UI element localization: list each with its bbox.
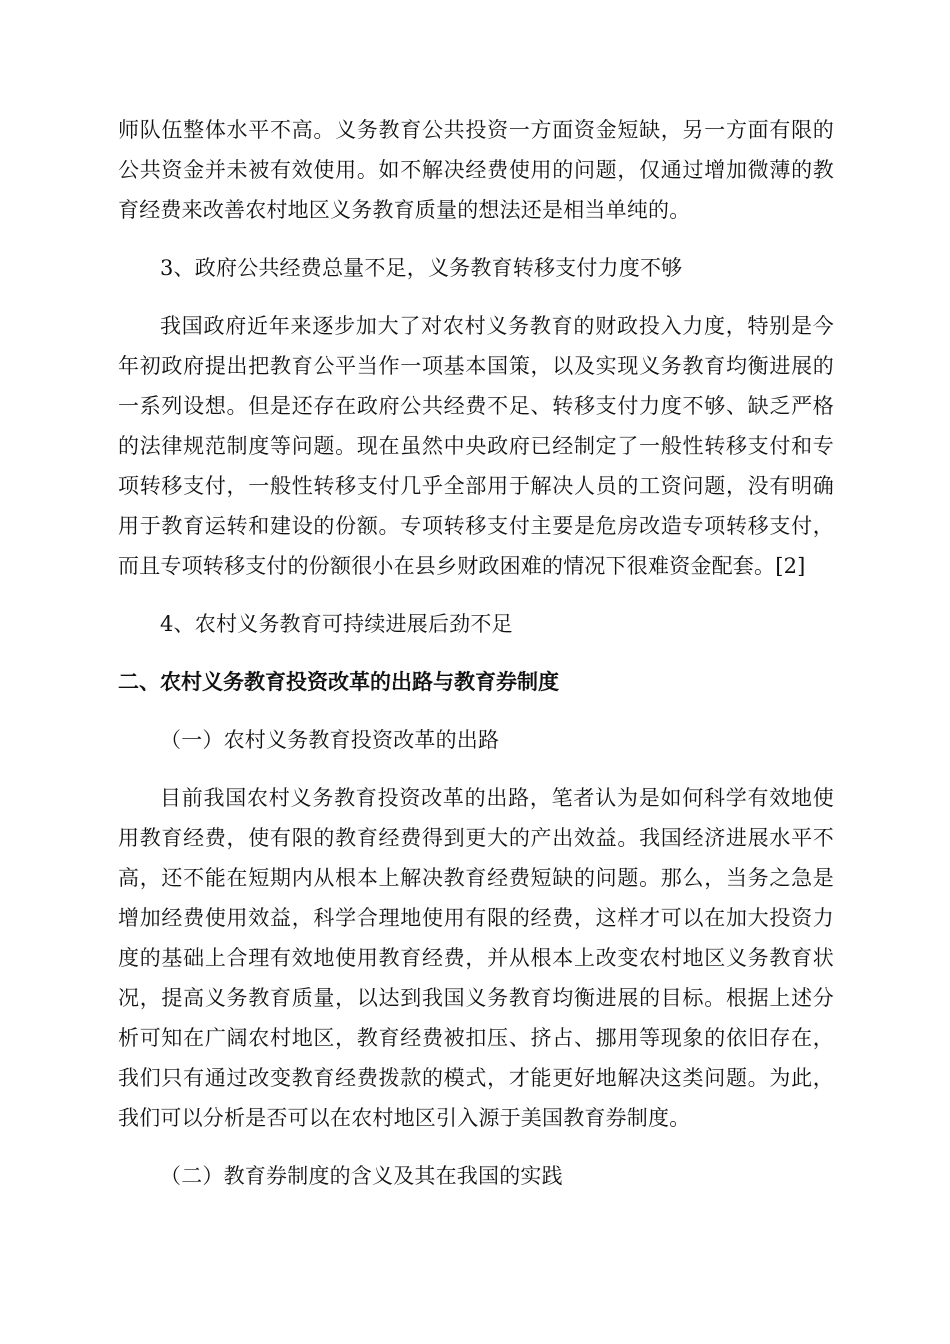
subsection-2-heading: （二）教育券制度的含义及其在我国的实践	[160, 1164, 563, 1188]
paragraph-teacher-quality: 师队伍整体水平不高。义务教育公共投资一方面资金短缺，另一方面有限的公共资金并未被有效使用。如不解决经费使用的问题，仅通过增加微薄的教育经费来改善农村地区义务教育质量的想法还是相当单纯的。	[118, 118, 834, 222]
paragraph-transfer-payments: 我国政府近年来逐步加大了对农村义务教育的财政投入力度，特别是今年初政府提出把教育公平当作一项基本国策，以及实现义务教育均衡进展的一系列设想。但是还存在政府公共经费不足、转移支付力度不够、缺乏严格的法律规范制度等问题。现在虽然中央政府已经制定了一般性转移支付和专项转移支付，一般性转移支付几乎全部用于解决人员的工资问题，没有明确用于教育运转和建设的份额。专项转移支付主要是危房改造专项转移支付，而且专项转移支付的份额很小在县乡财政困难的情况下很难资金配套。[2]	[118, 314, 834, 578]
subsection-1-heading: （一）农村义务教育投资改革的出路	[160, 728, 500, 752]
spacer	[118, 230, 834, 248]
document-page	[118, 110, 834, 1196]
spacer	[118, 586, 834, 604]
spacer	[118, 702, 834, 720]
spacer	[118, 288, 834, 306]
point-4-heading: 4、农村义务教育可持续进展后劲不足	[160, 612, 513, 636]
spacer	[118, 760, 834, 778]
paragraph-reform-path: 目前我国农村义务教育投资改革的出路，笔者认为是如何科学有效地使用教育经费，使有限的教育经费得到更大的产出效益。我国经济进展水平不高，还不能在短期内从根本上解决教育经费短缺的问题。那么，当务之急是增加经费使用效益，科学合理地使用有限的经费，这样才可以在加大投资力度的基础上合理有效地使用教育经费，并从根本上改变农村地区义务教育状况，提高义务教育质量，以达到我国义务教育均衡进展的目标。根据上述分析可知在广阔农村地区，教育经费被扣压、挤占、挪用等现象的依旧存在，我们只有通过改变教育经费拨款的模式，才能更好地解决这类问题。为此，我们可以分析是否可以在农村地区引入源于美国教育券制度。	[118, 786, 834, 1130]
spacer	[118, 1138, 834, 1156]
point-3-heading: 3、政府公共经费总量不足，义务教育转移支付力度不够	[160, 256, 683, 280]
spacer	[118, 644, 834, 662]
section-2-heading: 二、农村义务教育投资改革的出路与教育券制度	[118, 670, 559, 694]
